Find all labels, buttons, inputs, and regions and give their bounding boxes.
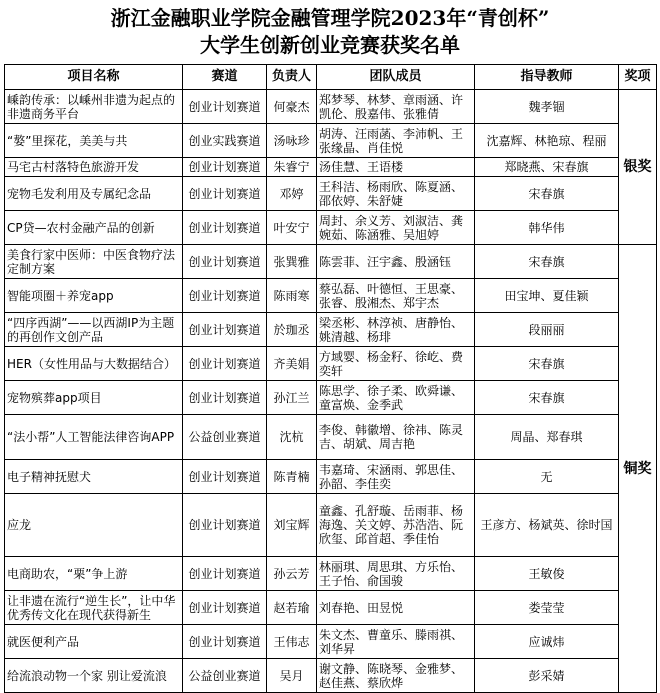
table-row bbox=[5, 90, 657, 124]
table-row bbox=[5, 124, 657, 158]
track-cell: 创业计划赛道 bbox=[183, 177, 267, 211]
track-cell: 创业计划赛道 bbox=[183, 245, 267, 279]
track-cell: 创业计划赛道 bbox=[183, 625, 267, 659]
track-cell: 公益创业赛道 bbox=[183, 659, 267, 693]
teacher-cell: 宋春旗 bbox=[475, 245, 619, 279]
leader-cell: 汤咏珍 bbox=[267, 124, 317, 158]
teacher-cell: 王彦方、杨斌英、徐时国 bbox=[475, 494, 619, 557]
teacher-cell: 周晶、郑春琪 bbox=[475, 415, 619, 460]
document-title-line1: 浙江金融职业学院金融管理学院2023年“青创杯” bbox=[110, 6, 550, 30]
table-row bbox=[5, 245, 657, 279]
teacher-cell: 沈嘉辉、林艳琼、程丽 bbox=[475, 124, 619, 158]
project-name-cell: HER（女性用品与大数据结合） bbox=[5, 347, 183, 381]
award-cell: 铜奖 bbox=[619, 245, 657, 693]
members-cell: 胡涛、汪雨菡、李沛帆、王张缘晶、肖佳悦 bbox=[317, 124, 475, 158]
table-row bbox=[5, 494, 657, 557]
table-header-row bbox=[5, 65, 657, 90]
leader-cell: 刘宝辉 bbox=[267, 494, 317, 557]
awards-table bbox=[4, 64, 657, 693]
members-cell: 王科洁、杨雨欣、陈夏涵、邵依婷、朱舒婕 bbox=[317, 177, 475, 211]
members-cell: 蔡弘磊、叶德恒、王思豪、张睿、殷湘杰、郑宇杰 bbox=[317, 279, 475, 313]
leader-cell: 孙江兰 bbox=[267, 381, 317, 415]
project-name-cell: 马宅古村落特色旅游开发 bbox=[5, 158, 183, 177]
table-row bbox=[5, 557, 657, 591]
project-name-cell: 电商助农，“栗”争上游 bbox=[5, 557, 183, 591]
leader-cell: 於珈丞 bbox=[267, 313, 317, 347]
members-cell: 谢文静、陈晓琴、金雅梦、赵佳燕、蔡欣烨 bbox=[317, 659, 475, 693]
table-row bbox=[5, 347, 657, 381]
project-name-cell: “四序西湖”——以西湖IP为主题的再创作文创产品 bbox=[5, 313, 183, 347]
leader-cell: 朱睿宁 bbox=[267, 158, 317, 177]
track-cell: 创业计划赛道 bbox=[183, 591, 267, 625]
table-row bbox=[5, 211, 657, 245]
track-cell: 创业计划赛道 bbox=[183, 494, 267, 557]
track-cell: 创业计划赛道 bbox=[183, 313, 267, 347]
leader-cell: 王伟志 bbox=[267, 625, 317, 659]
project-name-cell: 电子精神抚慰犬 bbox=[5, 460, 183, 494]
header-track: 赛道 bbox=[183, 65, 267, 90]
teacher-cell: 娄莹莹 bbox=[475, 591, 619, 625]
leader-cell: 吴月 bbox=[267, 659, 317, 693]
leader-cell: 何豪杰 bbox=[267, 90, 317, 124]
members-cell: 陈思学、徐子柔、欧舜谦、童富焕、金季武 bbox=[317, 381, 475, 415]
table-row bbox=[5, 158, 657, 177]
header-award: 奖项 bbox=[619, 65, 657, 90]
project-name-cell: 应龙 bbox=[5, 494, 183, 557]
leader-cell: 叶安宁 bbox=[267, 211, 317, 245]
teacher-cell: 宋春旗 bbox=[475, 381, 619, 415]
teacher-cell: 田宝坤、夏佳颖 bbox=[475, 279, 619, 313]
project-name-cell: 美食行家中医师：中医食物疗法定制方案 bbox=[5, 245, 183, 279]
award-cell: 银奖 bbox=[619, 90, 657, 245]
track-cell: 创业计划赛道 bbox=[183, 381, 267, 415]
members-cell: 郑梦琴、林梦、章雨涵、许凯伦、殷嘉伟、张雅倩 bbox=[317, 90, 475, 124]
leader-cell: 孙云芳 bbox=[267, 557, 317, 591]
table-body bbox=[5, 90, 657, 693]
teacher-cell: 韩华伟 bbox=[475, 211, 619, 245]
leader-cell: 陈雨寒 bbox=[267, 279, 317, 313]
header-members: 团队成员 bbox=[317, 65, 475, 90]
track-cell: 创业计划赛道 bbox=[183, 347, 267, 381]
header-teacher: 指导教师 bbox=[475, 65, 619, 90]
leader-cell: 齐美娟 bbox=[267, 347, 317, 381]
table-row bbox=[5, 415, 657, 460]
project-name-cell: 宠物殡葬app项目 bbox=[5, 381, 183, 415]
members-cell: 李俊、韩徽增、徐祎、陈灵吉、胡斌、周吉艳 bbox=[317, 415, 475, 460]
track-cell: 创业实践赛道 bbox=[183, 124, 267, 158]
leader-cell: 张巽雅 bbox=[267, 245, 317, 279]
track-cell: 创业计划赛道 bbox=[183, 158, 267, 177]
table-row bbox=[5, 625, 657, 659]
project-name-cell: “法小帮”人工智能法律咨询APP bbox=[5, 415, 183, 460]
project-name-cell: CP贷—农村金融产品的创新 bbox=[5, 211, 183, 245]
members-cell: 林丽琪、周思琪、方乐怡、王子怡、俞国骏 bbox=[317, 557, 475, 591]
track-cell: 创业计划赛道 bbox=[183, 279, 267, 313]
table-row bbox=[5, 460, 657, 494]
teacher-cell: 应诚炜 bbox=[475, 625, 619, 659]
header-leader: 负责人 bbox=[267, 65, 317, 90]
leader-cell: 沈杭 bbox=[267, 415, 317, 460]
teacher-cell: 魏孝锢 bbox=[475, 90, 619, 124]
track-cell: 创业计划赛道 bbox=[183, 557, 267, 591]
table-row bbox=[5, 591, 657, 625]
header-project-name: 项目名称 bbox=[5, 65, 183, 90]
table-row bbox=[5, 313, 657, 347]
table-row bbox=[5, 279, 657, 313]
table-row bbox=[5, 177, 657, 211]
document-title-line2: 大学生创新创业竞赛获奖名单 bbox=[200, 33, 460, 57]
table-row bbox=[5, 381, 657, 415]
track-cell: 创业计划赛道 bbox=[183, 211, 267, 245]
members-cell: 方域婴、杨金籽、徐屹、费奕轩 bbox=[317, 347, 475, 381]
track-cell: 公益创业赛道 bbox=[183, 415, 267, 460]
teacher-cell: 无 bbox=[475, 460, 619, 494]
members-cell: 梁丞彬、林淳祯、唐静怡、姚清越、杨琲 bbox=[317, 313, 475, 347]
teacher-cell: 宋春旗 bbox=[475, 177, 619, 211]
members-cell: 陈雲菲、汪宇鑫、殷涵钰 bbox=[317, 245, 475, 279]
project-name-cell: 嵊韵传承：以嵊州非遗为起点的非遗商务平台 bbox=[5, 90, 183, 124]
teacher-cell: 彭采婧 bbox=[475, 659, 619, 693]
members-cell: 童鑫、孔舒璇、岳雨菲、杨海逸、关文婷、苏浩浩、阮欣玺、邱首超、季佳怡 bbox=[317, 494, 475, 557]
teacher-cell: 王敏俊 bbox=[475, 557, 619, 591]
track-cell: 创业计划赛道 bbox=[183, 460, 267, 494]
project-name-cell: 让非遗在流行“逆生长”，让中华优秀传文化在现代获得新生 bbox=[5, 591, 183, 625]
project-name-cell: 就医便利产品 bbox=[5, 625, 183, 659]
project-name-cell: 宠物毛发利用及专属纪念品 bbox=[5, 177, 183, 211]
track-cell: 创业计划赛道 bbox=[183, 90, 267, 124]
members-cell: 汤佳慧、王语楼 bbox=[317, 158, 475, 177]
members-cell: 刘春艳、田昱悦 bbox=[317, 591, 475, 625]
leader-cell: 陈青楠 bbox=[267, 460, 317, 494]
project-name-cell: “嫯”里探花，美美与共 bbox=[5, 124, 183, 158]
members-cell: 韦嘉琦、宋涵雨、郭思佳、孙韶、李佳奕 bbox=[317, 460, 475, 494]
members-cell: 周封、余义芳、刘淑洁、龚婉茹、陈涵雅、吴旭婷 bbox=[317, 211, 475, 245]
teacher-cell: 郑晓燕、宋春旗 bbox=[475, 158, 619, 177]
project-name-cell: 智能项圈＋养宠app bbox=[5, 279, 183, 313]
project-name-cell: 给流浪动物一个家 别让爱流浪 bbox=[5, 659, 183, 693]
teacher-cell: 宋春旗 bbox=[475, 347, 619, 381]
teacher-cell: 段丽丽 bbox=[475, 313, 619, 347]
leader-cell: 赵若瑜 bbox=[267, 591, 317, 625]
members-cell: 朱文杰、曹童乐、滕雨祺、刘华昇 bbox=[317, 625, 475, 659]
leader-cell: 邓婷 bbox=[267, 177, 317, 211]
